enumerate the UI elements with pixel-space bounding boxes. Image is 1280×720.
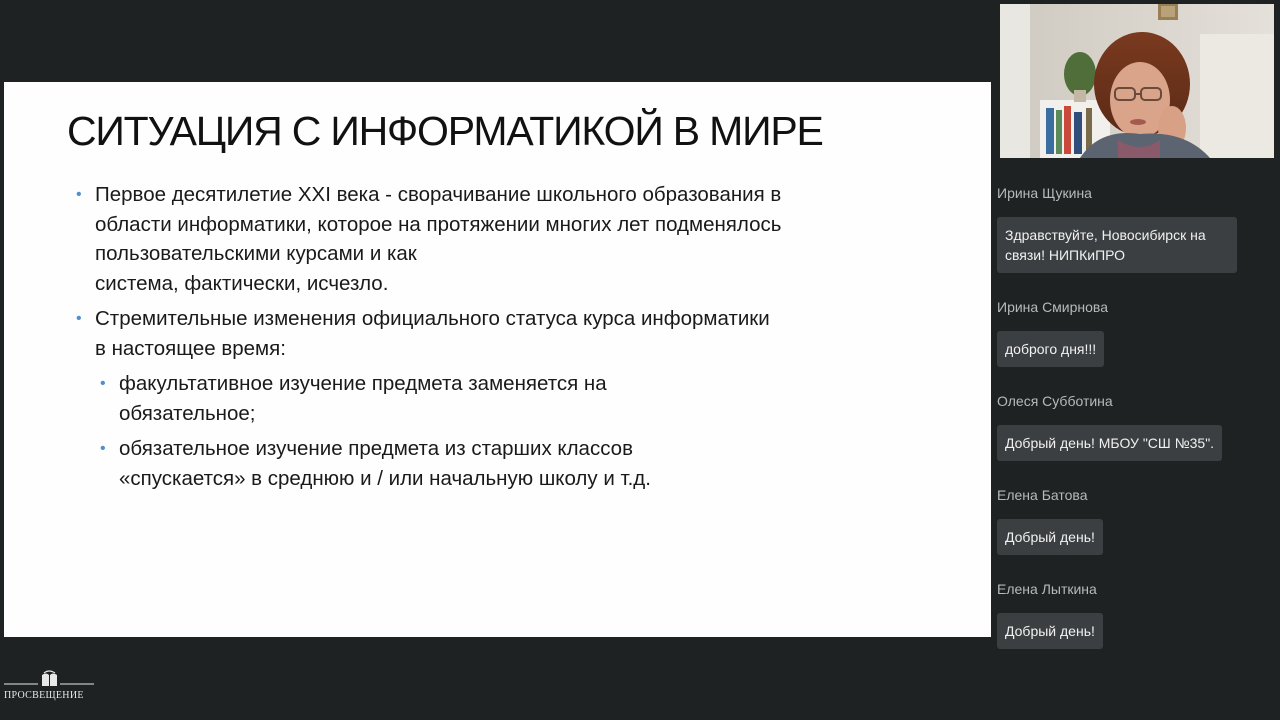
chat-bubble: [997, 425, 1222, 461]
chat-text-line: Добрый день! МБОУ "СШ №35".: [1005, 435, 1215, 451]
bullet-marker: •: [76, 310, 82, 327]
sub-bullet-text-line: обязательное;: [119, 401, 256, 425]
chat-author: Олеся Субботина: [997, 393, 1113, 409]
slide-body: [74, 180, 914, 499]
bullet-text-line: в настоящее время:: [95, 336, 286, 360]
slide-bullet: [74, 304, 914, 363]
chat-text-line: Здравствуйте, Новосибирск на: [1005, 227, 1206, 243]
bullet-marker: •: [100, 375, 106, 392]
slide-bullet: [74, 180, 914, 298]
chat-text-line: доброго дня!!!: [1005, 341, 1097, 357]
bullet-text-line: Первое десятилетие XXI века - сворачивание школьного образования в: [95, 183, 782, 206]
chat-text-line: Добрый день!: [1005, 529, 1095, 545]
bullet-marker: •: [76, 186, 82, 203]
logo-text: ПРОСВЕЩЕНИЕ: [4, 690, 84, 701]
prosveshchenie-logo: [4, 670, 96, 704]
presentation-slide: [4, 82, 991, 637]
sub-bullet-text-line: обязательное изучение предмета из старших классов: [119, 437, 633, 460]
bullet-text-line: пользовательскими курсами и как: [95, 242, 417, 265]
webcam-image: [1000, 4, 1274, 158]
slide-sub-bullet: [74, 434, 914, 493]
chat-bubble: [997, 217, 1237, 273]
chat-bubble: [997, 613, 1103, 649]
bullet-text-line: система, фактически, исчезло.: [95, 271, 389, 295]
sub-bullet-text-line: факультативное изучение предмета заменяется на: [119, 372, 607, 395]
sub-bullet-text-line: «спускается» в среднюю и / или начальную школу и т.д.: [119, 466, 651, 490]
chat-author: Ирина Смирнова: [997, 299, 1109, 315]
slide-title: СИТУАЦИЯ С ИНФОРМАТИКОЙ В МИРЕ: [67, 108, 823, 154]
logo-emblem-icon: [4, 670, 96, 690]
chat-author: Елена Батова: [997, 487, 1088, 503]
slide-sub-bullet: [74, 369, 914, 428]
chat-author: Ирина Щукина: [997, 185, 1092, 201]
chat-author: Елена Лыткина: [997, 581, 1097, 597]
chat-bubble: [997, 331, 1104, 367]
presenter-webcam-video[interactable]: [1000, 4, 1274, 158]
chat-text-line: связи! НИПКиПРО: [1005, 247, 1126, 263]
chat-text-line: Добрый день!: [1005, 623, 1095, 639]
bullet-text-line: Стремительные изменения официального статуса курса информатики: [95, 307, 770, 330]
bullet-marker: •: [100, 440, 106, 457]
chat-bubble: [997, 519, 1103, 555]
bullet-text-line: области информатики, которое на протяжении многих лет подменялось: [95, 212, 782, 236]
